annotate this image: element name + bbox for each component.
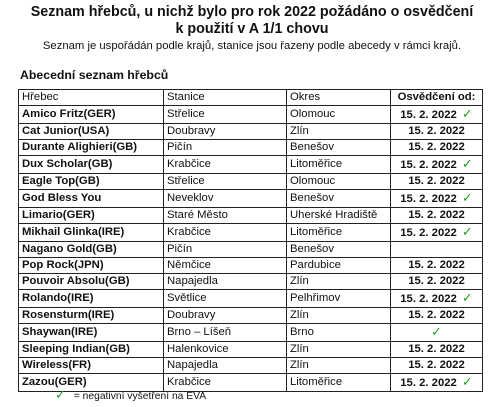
certificate-cell	[391, 190, 483, 208]
stallion-cell-text: Limario(GER)	[22, 209, 95, 221]
district-cell-text: Brno	[290, 326, 314, 338]
table-row	[19, 124, 483, 140]
district-cell	[287, 106, 391, 124]
stallion-cell	[19, 274, 164, 290]
certificate-cell	[391, 374, 483, 392]
district-cell-text: Pelhřimov	[290, 292, 341, 304]
stallion-cell-text: Pop Rock(JPN)	[22, 259, 104, 271]
table-row	[19, 156, 483, 174]
station-cell-text: Staré Město	[167, 209, 228, 221]
station-cell	[164, 358, 287, 374]
district-cell	[287, 140, 391, 156]
certificate-cell	[391, 106, 483, 124]
district-cell-text: Zlín	[290, 309, 309, 321]
station-cell	[164, 106, 287, 124]
certificate-cell	[391, 224, 483, 242]
district-cell	[287, 374, 391, 392]
certificate-cell-text: 15. 2. 2022	[408, 125, 465, 137]
station-cell	[164, 124, 287, 140]
table-row	[19, 324, 483, 342]
document-subtitle: Seznam je uspořádán podle krajů, stanice jsou řazeny podle abecedy v rámci krajů.	[42, 40, 462, 52]
station-cell	[164, 242, 287, 258]
certificate-cell	[391, 324, 483, 342]
table-row	[19, 224, 483, 242]
station-cell	[164, 156, 287, 174]
certificate-cell	[391, 156, 483, 174]
check-icon: ✓	[431, 324, 442, 339]
station-cell	[164, 308, 287, 324]
table-row	[19, 342, 483, 358]
table-row	[19, 106, 483, 124]
certificate-cell	[391, 208, 483, 224]
table-row	[19, 258, 483, 274]
header-district: Okres	[287, 90, 391, 106]
district-cell-text: Zlín	[290, 125, 309, 137]
station-cell-text: Střelice	[167, 108, 205, 120]
station-cell	[164, 140, 287, 156]
table-row	[19, 140, 483, 156]
certificate-cell-text: 15. 2. 2022	[408, 359, 465, 371]
stallion-cell	[19, 124, 164, 140]
station-cell-text: Střelice	[167, 175, 205, 187]
station-cell	[164, 324, 287, 342]
certificate-cell	[391, 124, 483, 140]
stallion-cell-text: Eagle Top(GB)	[22, 175, 100, 187]
table-row	[19, 190, 483, 208]
district-cell-text: Litoměřice	[290, 376, 343, 388]
certificate-cell-text: 15. 2. 2022	[400, 109, 457, 121]
stallion-cell-text: Rolando(IRE)	[22, 292, 94, 304]
district-cell	[287, 208, 391, 224]
stallion-cell	[19, 324, 164, 342]
title-line-1: Seznam hřebců, u nichž bylo pro rok 2022 požádáno o osvědčení	[30, 4, 474, 20]
station-cell	[164, 208, 287, 224]
stallion-cell	[19, 258, 164, 274]
station-cell-text: Doubravy	[167, 125, 216, 137]
station-cell	[164, 190, 287, 208]
stallion-cell	[19, 174, 164, 190]
station-cell-text: Němčice	[167, 259, 211, 271]
district-cell-text: Olomouc	[290, 175, 336, 187]
table-row	[19, 358, 483, 374]
certificate-cell-text: 15. 2. 2022	[400, 159, 457, 171]
stallion-cell	[19, 224, 164, 242]
stallion-cell	[19, 190, 164, 208]
station-cell-text: Krabčice	[167, 226, 211, 238]
table-row	[19, 174, 483, 190]
district-cell-text: Litoměřice	[290, 226, 343, 238]
legend-text: = negativní vyšetření na EVA	[73, 391, 207, 402]
stallion-cell	[19, 208, 164, 224]
station-cell-text: Napajedla	[167, 359, 218, 371]
legend	[55, 388, 206, 403]
certificate-cell	[391, 174, 483, 190]
check-icon: ✓	[461, 190, 473, 205]
header-station: Stanice	[164, 90, 287, 106]
district-cell	[287, 358, 391, 374]
station-cell-text: Pičín	[167, 243, 193, 255]
stallion-cell-text: Amico Fritz(GER)	[22, 108, 116, 120]
station-cell-text: Neveklov	[167, 192, 214, 204]
certificate-cell	[391, 342, 483, 358]
certificate-cell-text: 15. 2. 2022	[408, 259, 465, 271]
district-cell	[287, 242, 391, 258]
district-cell	[287, 174, 391, 190]
district-cell	[287, 290, 391, 308]
certificate-cell-text: 15. 2. 2022	[400, 227, 457, 239]
certificate-cell-text: 15. 2. 2022	[408, 209, 465, 221]
stallion-cell-text: Cat Junior(USA)	[22, 125, 110, 137]
stallion-cell	[19, 308, 164, 324]
check-icon: ✓	[461, 290, 473, 305]
district-cell	[287, 342, 391, 358]
table-row	[19, 274, 483, 290]
station-cell-text: Krabčice	[167, 158, 211, 170]
stallion-cell	[19, 342, 164, 358]
table-row	[19, 242, 483, 258]
station-cell	[164, 224, 287, 242]
header-certificate: Osvědčení od:	[391, 90, 483, 106]
station-cell-text: Pičín	[167, 141, 193, 153]
certificate-cell-text: 15. 2. 2022	[400, 193, 457, 205]
header-stallion: Hřebec	[19, 90, 164, 106]
table-header-row	[19, 90, 483, 106]
station-cell-text: Světlice	[167, 292, 207, 304]
district-cell	[287, 156, 391, 174]
stallion-cell	[19, 242, 164, 258]
district-cell-text: Benešov	[290, 243, 334, 255]
station-cell	[164, 290, 287, 308]
table-row	[19, 308, 483, 324]
district-cell-text: Uherské Hradiště	[290, 209, 378, 221]
check-icon: ✓	[461, 106, 473, 121]
station-cell	[164, 174, 287, 190]
section-title: Abecední seznam hřebců	[20, 68, 169, 82]
check-icon: ✓	[461, 224, 473, 239]
station-cell-text: Brno – Líšeň	[167, 326, 232, 338]
certificate-cell-text: 15. 2. 2022	[408, 343, 465, 355]
check-icon: ✓	[461, 156, 473, 171]
stallion-cell-text: Wireless(FR)	[22, 359, 91, 371]
district-cell	[287, 224, 391, 242]
title-line-2: k použití v A 1/1 chovu	[175, 21, 329, 37]
certificate-cell-text: 15. 2. 2022	[408, 275, 465, 287]
certificate-cell	[391, 308, 483, 324]
district-cell-text: Zlín	[290, 343, 309, 355]
certificate-cell-text: 15. 2. 2022	[408, 175, 465, 187]
certificate-cell-text: 15. 2. 2022	[408, 309, 465, 321]
stallion-cell	[19, 106, 164, 124]
stallion-cell-text: Rosensturm(IRE)	[22, 309, 115, 321]
document-title	[0, 4, 504, 38]
stallion-cell-text: Dux Scholar(GB)	[22, 158, 113, 170]
district-cell-text: Benešov	[290, 192, 334, 204]
table-row	[19, 208, 483, 224]
district-cell-text: Litoměřice	[290, 158, 343, 170]
district-cell-text: Olomouc	[290, 108, 336, 120]
certificate-cell	[391, 358, 483, 374]
district-cell	[287, 274, 391, 290]
district-cell	[287, 190, 391, 208]
stallion-cell	[19, 156, 164, 174]
stallion-cell	[19, 358, 164, 374]
table-row	[19, 290, 483, 308]
certificate-cell-text: 15. 2. 2022	[400, 377, 457, 389]
certificate-cell	[391, 140, 483, 156]
stallion-cell	[19, 290, 164, 308]
station-cell-text: Doubravy	[167, 309, 216, 321]
stallion-cell	[19, 140, 164, 156]
station-cell	[164, 342, 287, 358]
district-cell-text: Zlín	[290, 275, 309, 287]
station-cell	[164, 258, 287, 274]
certificate-cell-text: 15. 2. 2022	[408, 141, 465, 153]
stallion-cell-text: Nagano Gold(GB)	[22, 243, 117, 255]
certificate-cell-text: 15. 2. 2022	[400, 293, 457, 305]
certificate-cell	[391, 258, 483, 274]
station-cell-text: Halenkovice	[167, 343, 229, 355]
district-cell-text: Benešov	[290, 141, 334, 153]
stallion-table	[18, 89, 483, 392]
stallion-cell-text: Pouvoir Absolu(GB)	[22, 275, 130, 287]
certificate-cell	[391, 274, 483, 290]
station-cell	[164, 274, 287, 290]
district-cell	[287, 124, 391, 140]
stallion-cell-text: Zazou(GER)	[22, 376, 87, 388]
stallion-cell-text: Sleeping Indian(GB)	[22, 343, 130, 355]
district-cell-text: Pardubice	[290, 259, 341, 271]
district-cell-text: Zlín	[290, 359, 309, 371]
certificate-cell	[391, 242, 483, 258]
district-cell	[287, 324, 391, 342]
station-cell-text: Napajedla	[167, 275, 218, 287]
certificate-cell	[391, 290, 483, 308]
district-cell	[287, 308, 391, 324]
check-icon: ✓	[55, 387, 66, 402]
stallion-cell-text: Shaywan(IRE)	[22, 326, 98, 338]
station-cell-text: Krabčice	[167, 376, 211, 388]
stallion-cell-text: God Bless You	[22, 192, 102, 204]
district-cell	[287, 258, 391, 274]
stallion-cell-text: Mikhail Glinka(IRE)	[22, 226, 125, 238]
check-icon: ✓	[461, 374, 473, 389]
stallion-cell-text: Durante Alighieri(GB)	[22, 141, 138, 153]
